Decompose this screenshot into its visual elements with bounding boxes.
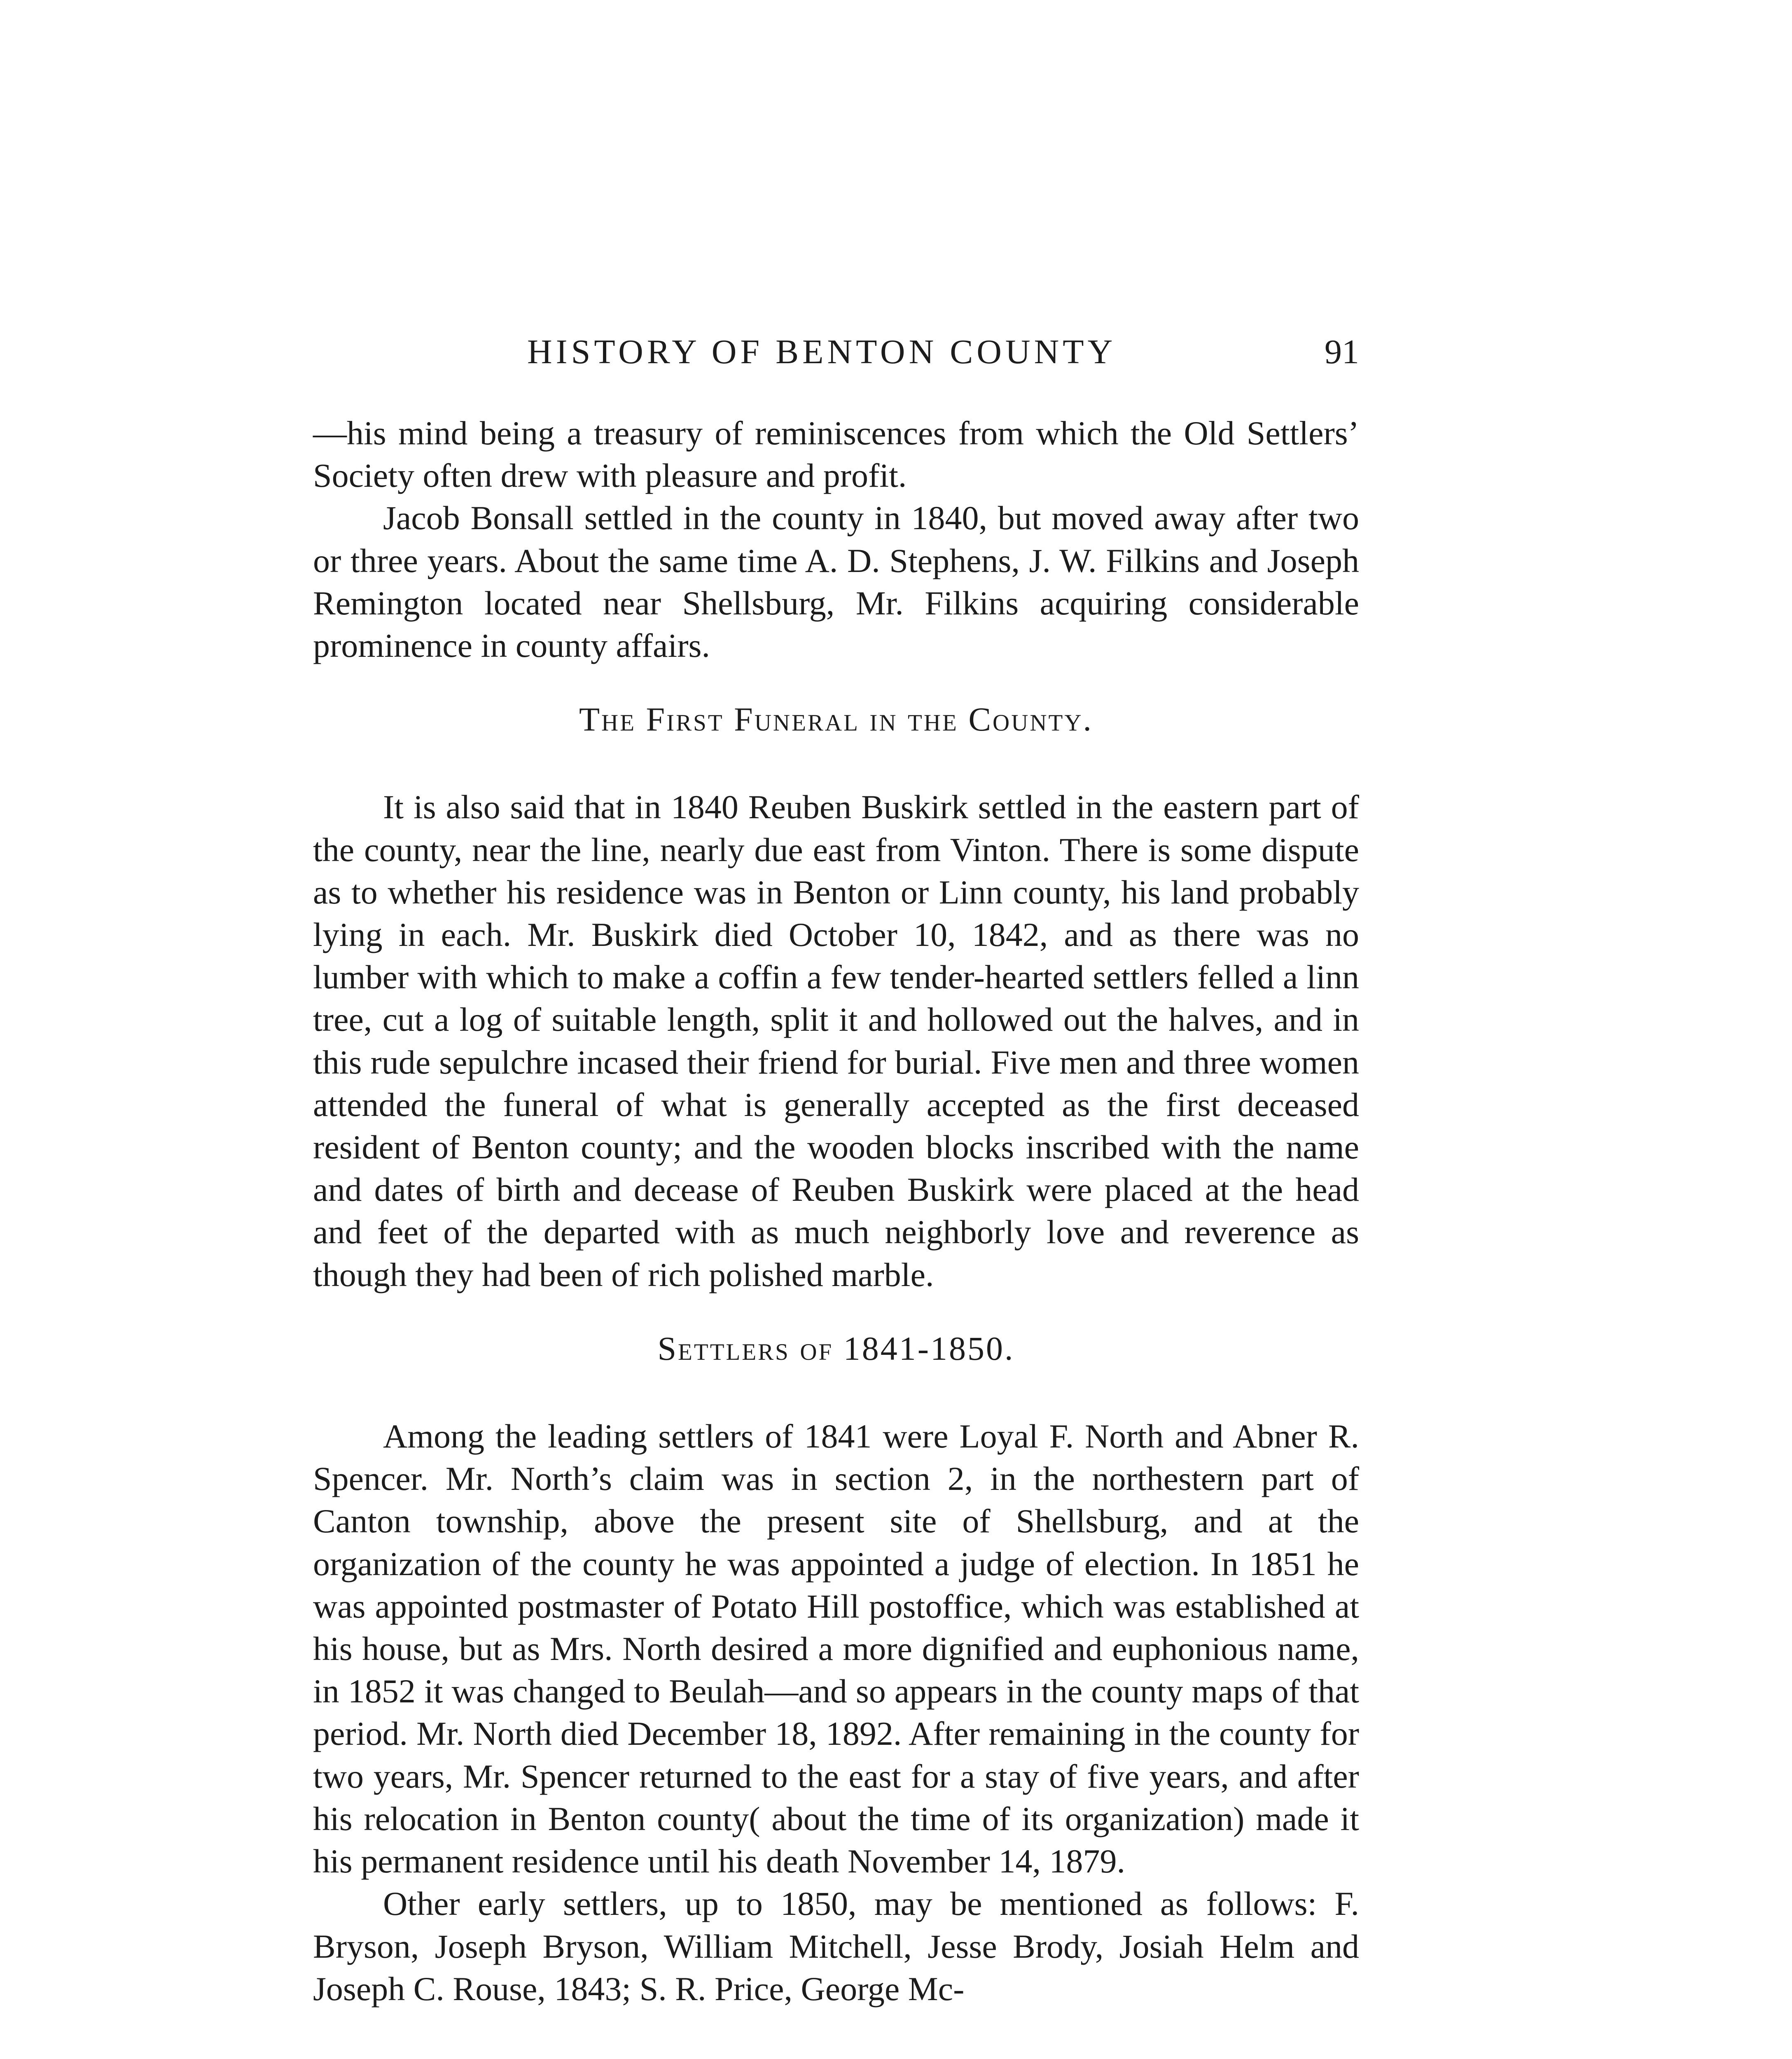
paragraph-north-spencer: Among the leading settlers of 1841 were Loyal F. North and Abner R. Spencer. Mr. North’s claim was in section 2, in the northestern part of Canton township, above the present site of Shellsburg, and at the organization of the county he was appointed a judge of election. In 1851 he was appointed postmaster of Potato Hill postoffice, which was established at his house, but as Mrs. North desired a more dignified and euphonious name, in 1852 it was changed to Beulah—and so appears in the county maps of that period. Mr. North died December 18, 1892. After remaining in the county for two years, Mr. Spencer returned to the east for a stay of five years, and after his relocation in Benton county( about the time of its organization) made it his permanent residence until his death November 14, 1879. (313, 1417, 1359, 1880)
section-heading-settlers: Settlers of 1841-1850. (657, 1329, 1015, 1367)
paragraph-early-settlers: Other early settlers, up to 1850, may be mentioned as follows: F. Bryson, Joseph Bryson, William Mitchell, Jesse Brody, Josiah Helm and Joseph C. Rouse, 1843; S. R. Price, George Mc- (313, 1885, 1359, 2008)
body-text (313, 412, 1359, 2010)
running-head (313, 329, 1359, 375)
paragraph-continued: —his mind being a treasury of reminiscences from which the Old Settlers’ Society often drew with pleasure and profit. (313, 414, 1359, 495)
paragraph-bonsall: Jacob Bonsall settled in the county in 1840, but moved away after two or three years. About the same time A. D. Stephens, J. W. Filkins and Joseph Remington located near Shellsburg, Mr. Filkins acquiring considerable prominence in county affairs. (313, 499, 1359, 665)
running-title: HISTORY OF BENTON COUNTY (527, 333, 1117, 371)
section-heading-first-funeral: The First Funeral in the County. (579, 700, 1093, 738)
paragraph-buskirk: It is also said that in 1840 Reuben Buskirk settled in the eastern part of the county, near the line, nearly due east from Vinton. There is some dispute as to whether his residence was in Benton or Linn county, his land probably lying in each. Mr. Buskirk died October 10, 1842, and as there was no lumber with which to make a coffin a few tender-hearted settlers felled a linn tree, cut a log of suitable length, split it and hollowed out the halves, and in this rude sepulchre incased their friend for burial. Five men and three women attended the funeral of what is generally accepted as the first deceased resident of Benton county; and the wooden blocks inscribed with the name and dates of birth and decease of Reuben Buskirk were placed at the head and feet of the departed with as much neighborly love and reverence as though they had been of rich polished marble. (313, 788, 1359, 1293)
page-number: 91 (1325, 333, 1359, 371)
